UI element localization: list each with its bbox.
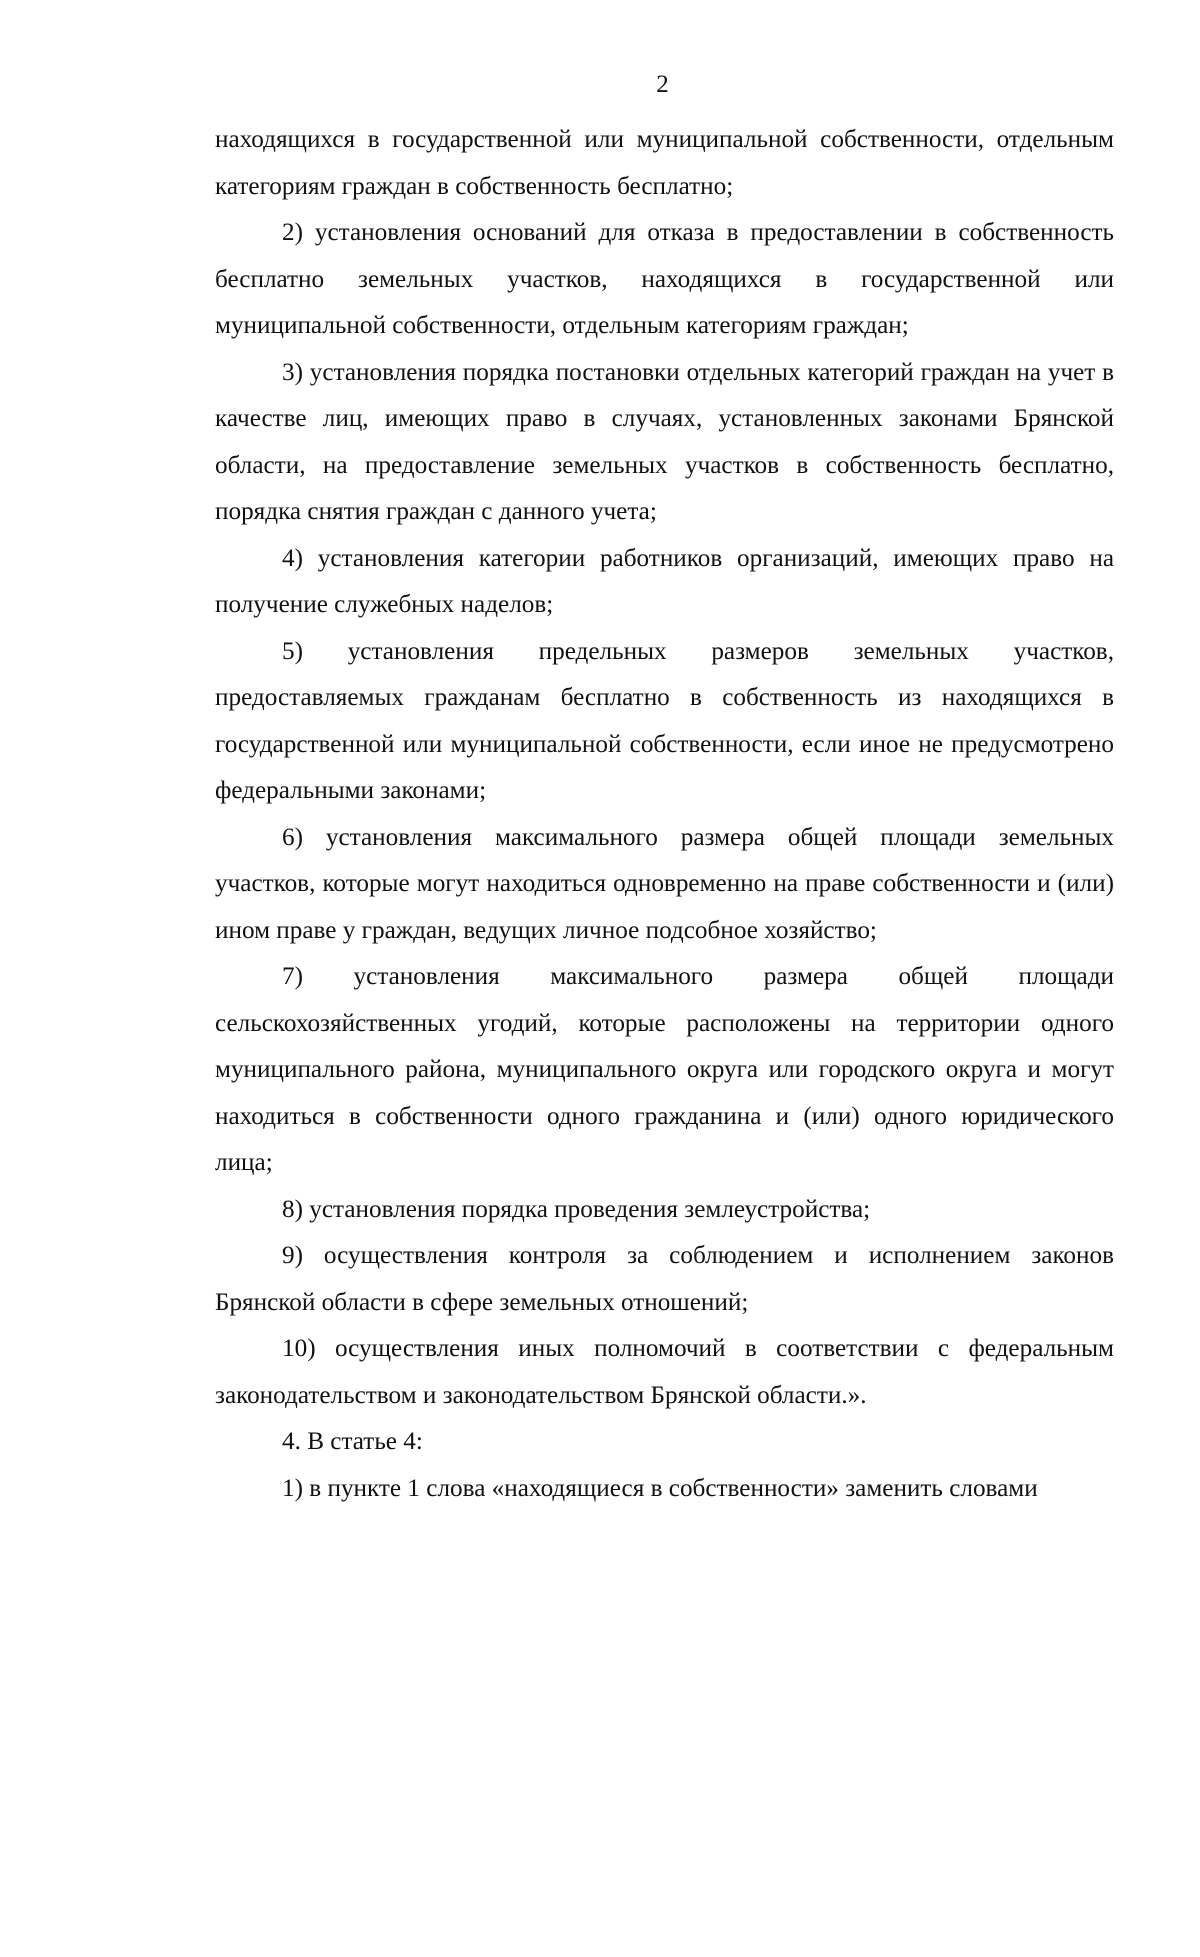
paragraph-item-8: 8) установления порядка проведения землеустройства; xyxy=(282,1195,871,1223)
paragraph-item-5: 5) установления предельных размеров земельных участков, предоставляемых гражданам бесплатно в собственность из находящихся в государственной или муниципальной собственности, если иное не предусмотрено федеральными законами; xyxy=(215,637,1114,804)
paragraph-item-10: 10) осуществления иных полномочий в соответствии с федеральным законодательством и законодательством Брянской области.». xyxy=(215,1335,1114,1409)
paragraph-item-7: 7) установления максимального размера общей площади сельскохозяйственных угодий, которые расположены на территории одного муниципального района, муниципального округа или городского округа и могут находиться в собственности одного гражданина и (или) одного юридического лица; xyxy=(215,963,1114,1176)
paragraph-item-2: 2) установления оснований для отказа в предоставлении в собственность бесплатно земельных участков, находящихся в государственной или муниципальной собственности, отдельным категориям граждан; xyxy=(215,219,1114,339)
page-number: 2 xyxy=(656,71,669,98)
document-body xyxy=(215,117,1114,1512)
paragraph-continuation: находящихся в государственной или муниципальной собственности, отдельным категориям граждан в собственность бесплатно; xyxy=(215,126,1114,200)
paragraph-item-9: 9) осуществления контроля за соблюдением и исполнением законов Брянской области в сфере земельных отношений; xyxy=(215,1242,1114,1316)
paragraph-item-6: 6) установления максимального размера общей площади земельных участков, которые могут находиться одновременно на праве собственности и (или) ином праве у граждан, ведущих личное подсобное хозяйство; xyxy=(215,823,1114,944)
paragraph-subitem-1: 1) в пункте 1 слова «находящиеся в собственности» заменить словами xyxy=(282,1474,1038,1502)
paragraph-section-4: 4. В статье 4: xyxy=(282,1428,423,1455)
paragraph-item-3: 3) установления порядка постановки отдельных категорий граждан на учет в качестве лиц, имеющих право в случаях, установленных законами Брянской области, на предоставление земельных участков в собственность бесплатно, порядка снятия граждан с данного учета; xyxy=(215,358,1114,525)
paragraph-item-4: 4) установления категории работников организаций, имеющих право на получение служебных наделов; xyxy=(215,544,1114,618)
